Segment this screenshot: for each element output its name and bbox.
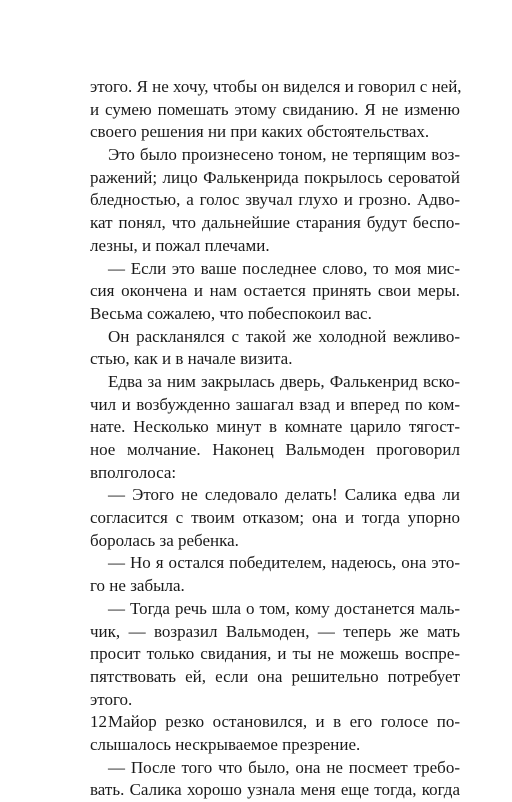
text-line: этого.: [90, 689, 133, 709]
text-line: бледностью, а голос звучал глухо и грозно. Адво-: [90, 190, 460, 210]
text-line: — Этого не следовало делать! Салика едва ли: [108, 485, 460, 505]
body-text: [90, 76, 460, 802]
text-line: согласится с твоим отказом; она и тогда упорно: [90, 508, 460, 528]
text-line: — Но я остался победителем, надеюсь, она это-: [108, 553, 460, 573]
text-line: просит только свидания, и ты не можешь воспре-: [90, 644, 460, 664]
text-line: и сумею помешать этому свиданию. Я не изменю: [90, 99, 460, 119]
text-line: Это было произнесено тоном, не терпящим воз-: [108, 145, 460, 165]
text-line: Он раскланялся с такой же холодной вежливо-: [108, 326, 460, 346]
text-line: — Если это ваше последнее слово, то моя мис-: [108, 258, 460, 278]
text-line: чил и возбужденно зашагал взад и вперед по ком-: [90, 394, 460, 414]
text-line: — Тогда речь шла о том, кому достанется маль-: [108, 598, 460, 618]
text-line: Весьма сожалею, что побеспокоил вас.: [90, 303, 372, 323]
text-line: вать. Салика хорошо узнала меня еще тогда, когда: [90, 780, 460, 800]
text-line: Майор резко остановился, и в его голосе по-: [108, 712, 460, 732]
text-line: ное молчание. Наконец Вальмоден проговорил: [90, 440, 460, 459]
text-line: ражений; лицо Фалькенрида покрылось сероватой: [90, 167, 460, 187]
text-line: своего решения ни при каких обстоятельствах.: [90, 122, 430, 142]
text-line: лезны, и пожал плечами.: [90, 235, 270, 255]
text-line: чик, — возразил Вальмоден, — теперь же мать: [90, 621, 460, 641]
text-line: вполголоса:: [90, 462, 177, 482]
text-line: го не забыла.: [90, 576, 185, 596]
text-line: пятствовать ей, если она решительно потребует: [90, 666, 460, 686]
text-line: кат понял, что дальнейшие старания будут беспо-: [90, 213, 460, 233]
text-line: сия окончена и нам остается принять свои меры.: [90, 281, 460, 301]
text-line: боролась за ребенка.: [90, 530, 239, 550]
text-line: слышалось нескрываемое презрение.: [90, 734, 361, 754]
text-line: — После того что было, она не посмеет требо-: [108, 757, 460, 777]
page-number: 12: [90, 712, 107, 731]
text-line: стью, как и в начале визита.: [90, 349, 293, 369]
text-line: нате. Несколько минут в комнате царило тягост-: [90, 417, 460, 437]
text-line: Едва за ним закрылась дверь, Фалькенрид вско-: [108, 371, 460, 391]
text-line: этого. Я не хочу, чтобы он виделся и говорил с ней,: [90, 77, 462, 96]
